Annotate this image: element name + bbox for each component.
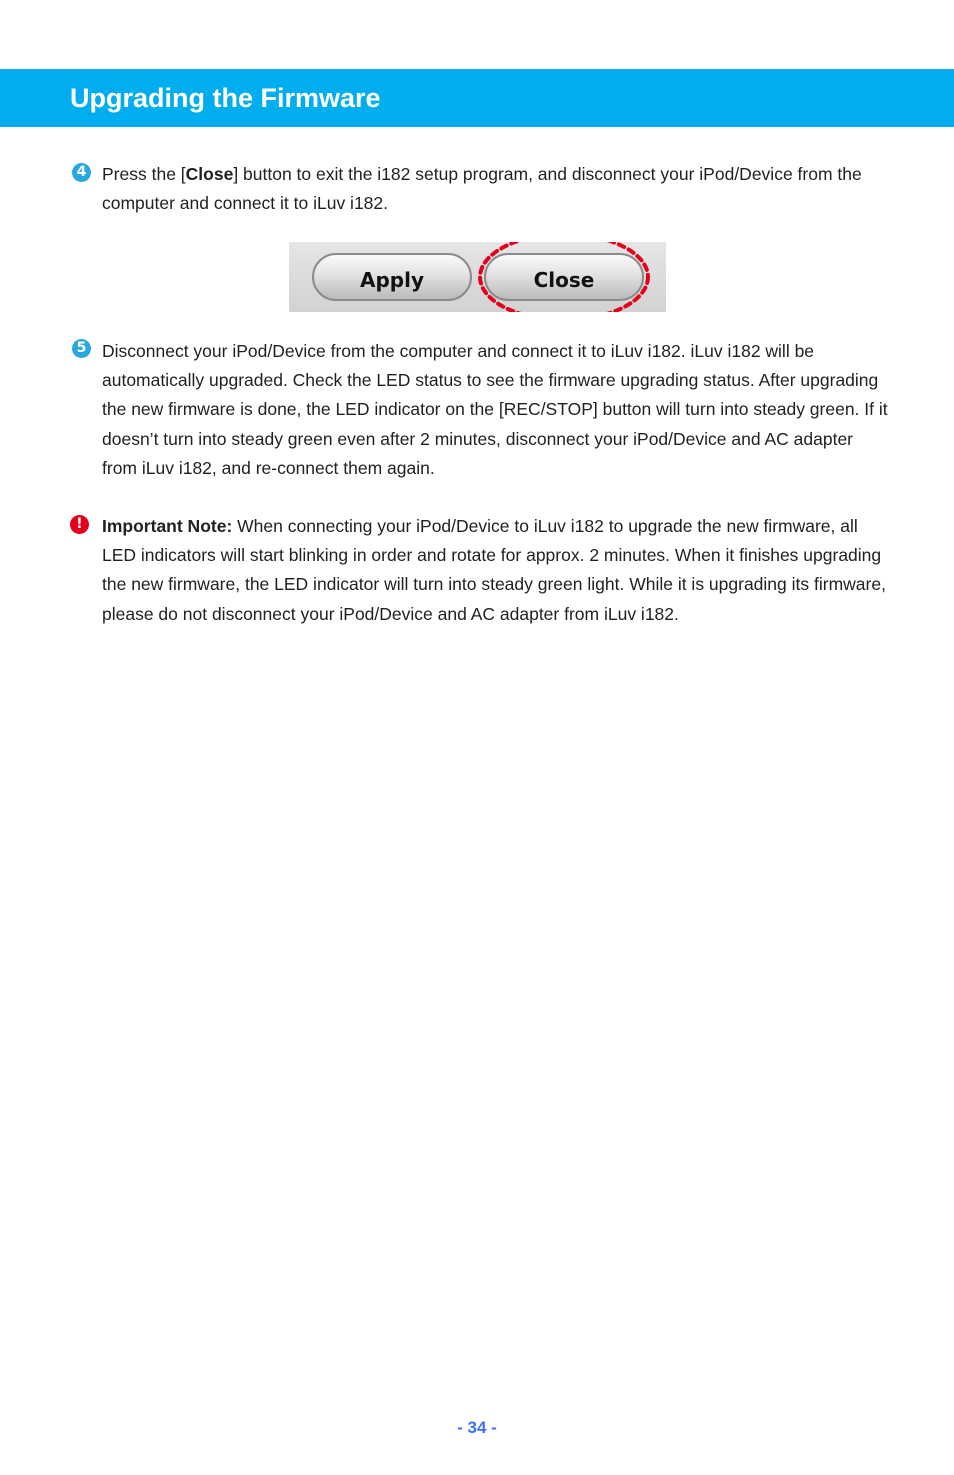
step-4-bold-close: Close — [185, 164, 234, 184]
apply-close-buttons-screenshot — [289, 242, 666, 312]
page-title: Upgrading the Firmware — [70, 83, 381, 113]
important-note-label: Important Note: — [102, 516, 233, 536]
close-button-label: Close — [533, 268, 595, 292]
important-note — [102, 512, 892, 629]
close-button — [485, 254, 643, 300]
page-number: - 34 - — [457, 1418, 497, 1437]
apply-button — [313, 254, 471, 300]
important-note-text: When connecting your iPod/Device to iLuv i182 to upgrade the new firmware, all LED indicators will start blinking in order and rotate for approx. 2 minutes. When it finishes upgrading the new firmware, the LED indicator will turn into steady green light. While it is upgrading its firmware, please do not disconnect your iPod/Device and AC adapter from iLuv i182. — [102, 516, 886, 624]
step-4-text — [102, 160, 892, 218]
step-5-number-icon: 5 — [72, 339, 91, 358]
step-4-text-before: Press the [ — [102, 164, 186, 184]
warning-icon: ! — [70, 515, 89, 534]
step-4-text-after: ] button to exit the i182 setup program, and disconnect your iPod/Device from the computer and connect it to iLuv i182. — [102, 164, 862, 214]
step-4-number-icon: 4 — [72, 163, 91, 182]
step-5-text: Disconnect your iPod/Device from the computer and connect it to iLuv i182. iLuv i182 will be automatically upgraded. Check the LED status to see the firmware upgrading status. After upgrading the new firmware is done, the LED indicator on the [REC/STOP] button will turn into steady green. If it doesn’t turn into steady green even after 2 minutes, disconnect your iPod/Device and AC adapter from iLuv i182, and re-connect them again. — [102, 341, 888, 478]
apply-button-label: Apply — [359, 268, 425, 292]
